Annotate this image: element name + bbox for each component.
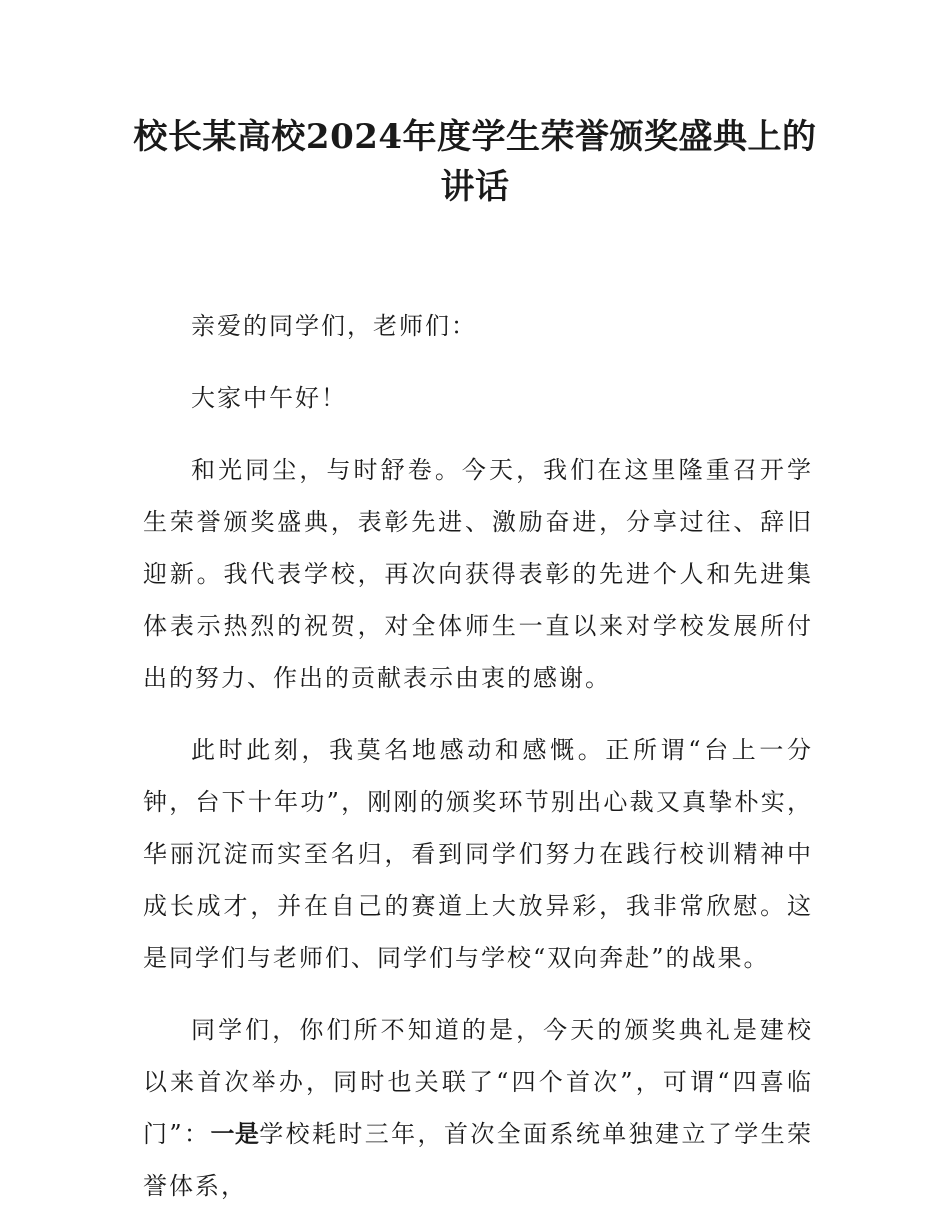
opening-paragraph: 和光同尘，与时舒卷。今天，我们在这里隆重召开学生荣誉颁奖盛典，表彰先进、激励奋进，分享过往、辞旧迎新。我代表学校，再次向获得表彰的先进个人和先进集体表示热烈的祝贺，对全体师生一直以来对学校发展所付出的努力、作出的贡献表示由衷的感谢。 — [143, 456, 813, 692]
reflection-paragraph: 此时此刻，我莫名地感动和感慨。正所谓“台上一分钟，台下十年功”，刚刚的颁奖环节别出心裁又真挚朴实，华丽沉淀而实至名归，看到同学们努力在践行校训精神中成长成才，并在自己的赛道上大放异彩，我非常欣慰。这是同学们与老师们、同学们与学校“双向奔赴”的战果。 — [143, 736, 813, 972]
greeting-paragraph: 大家中午好！ — [191, 384, 347, 412]
four-firsts-paragraph — [143, 1004, 813, 1212]
document-body — [143, 300, 813, 1232]
first-point-lead: 一是 — [210, 1120, 260, 1148]
first-point-text: 学校耗时三年，首次全面系统单独建立了学生荣誉体系， — [143, 1120, 813, 1200]
salutation-paragraph: 亲爱的同学们，老师们： — [191, 312, 477, 340]
document-title: 校长某高校2024年度学生荣誉颁奖盛典上的讲话 — [133, 117, 817, 207]
four-firsts-intro: 同学们，你们所不知道的是，今天的颁奖典礼是建校以来首次举办，同时也关联了“四个首次”，可谓“四喜临门”： — [143, 1016, 813, 1148]
